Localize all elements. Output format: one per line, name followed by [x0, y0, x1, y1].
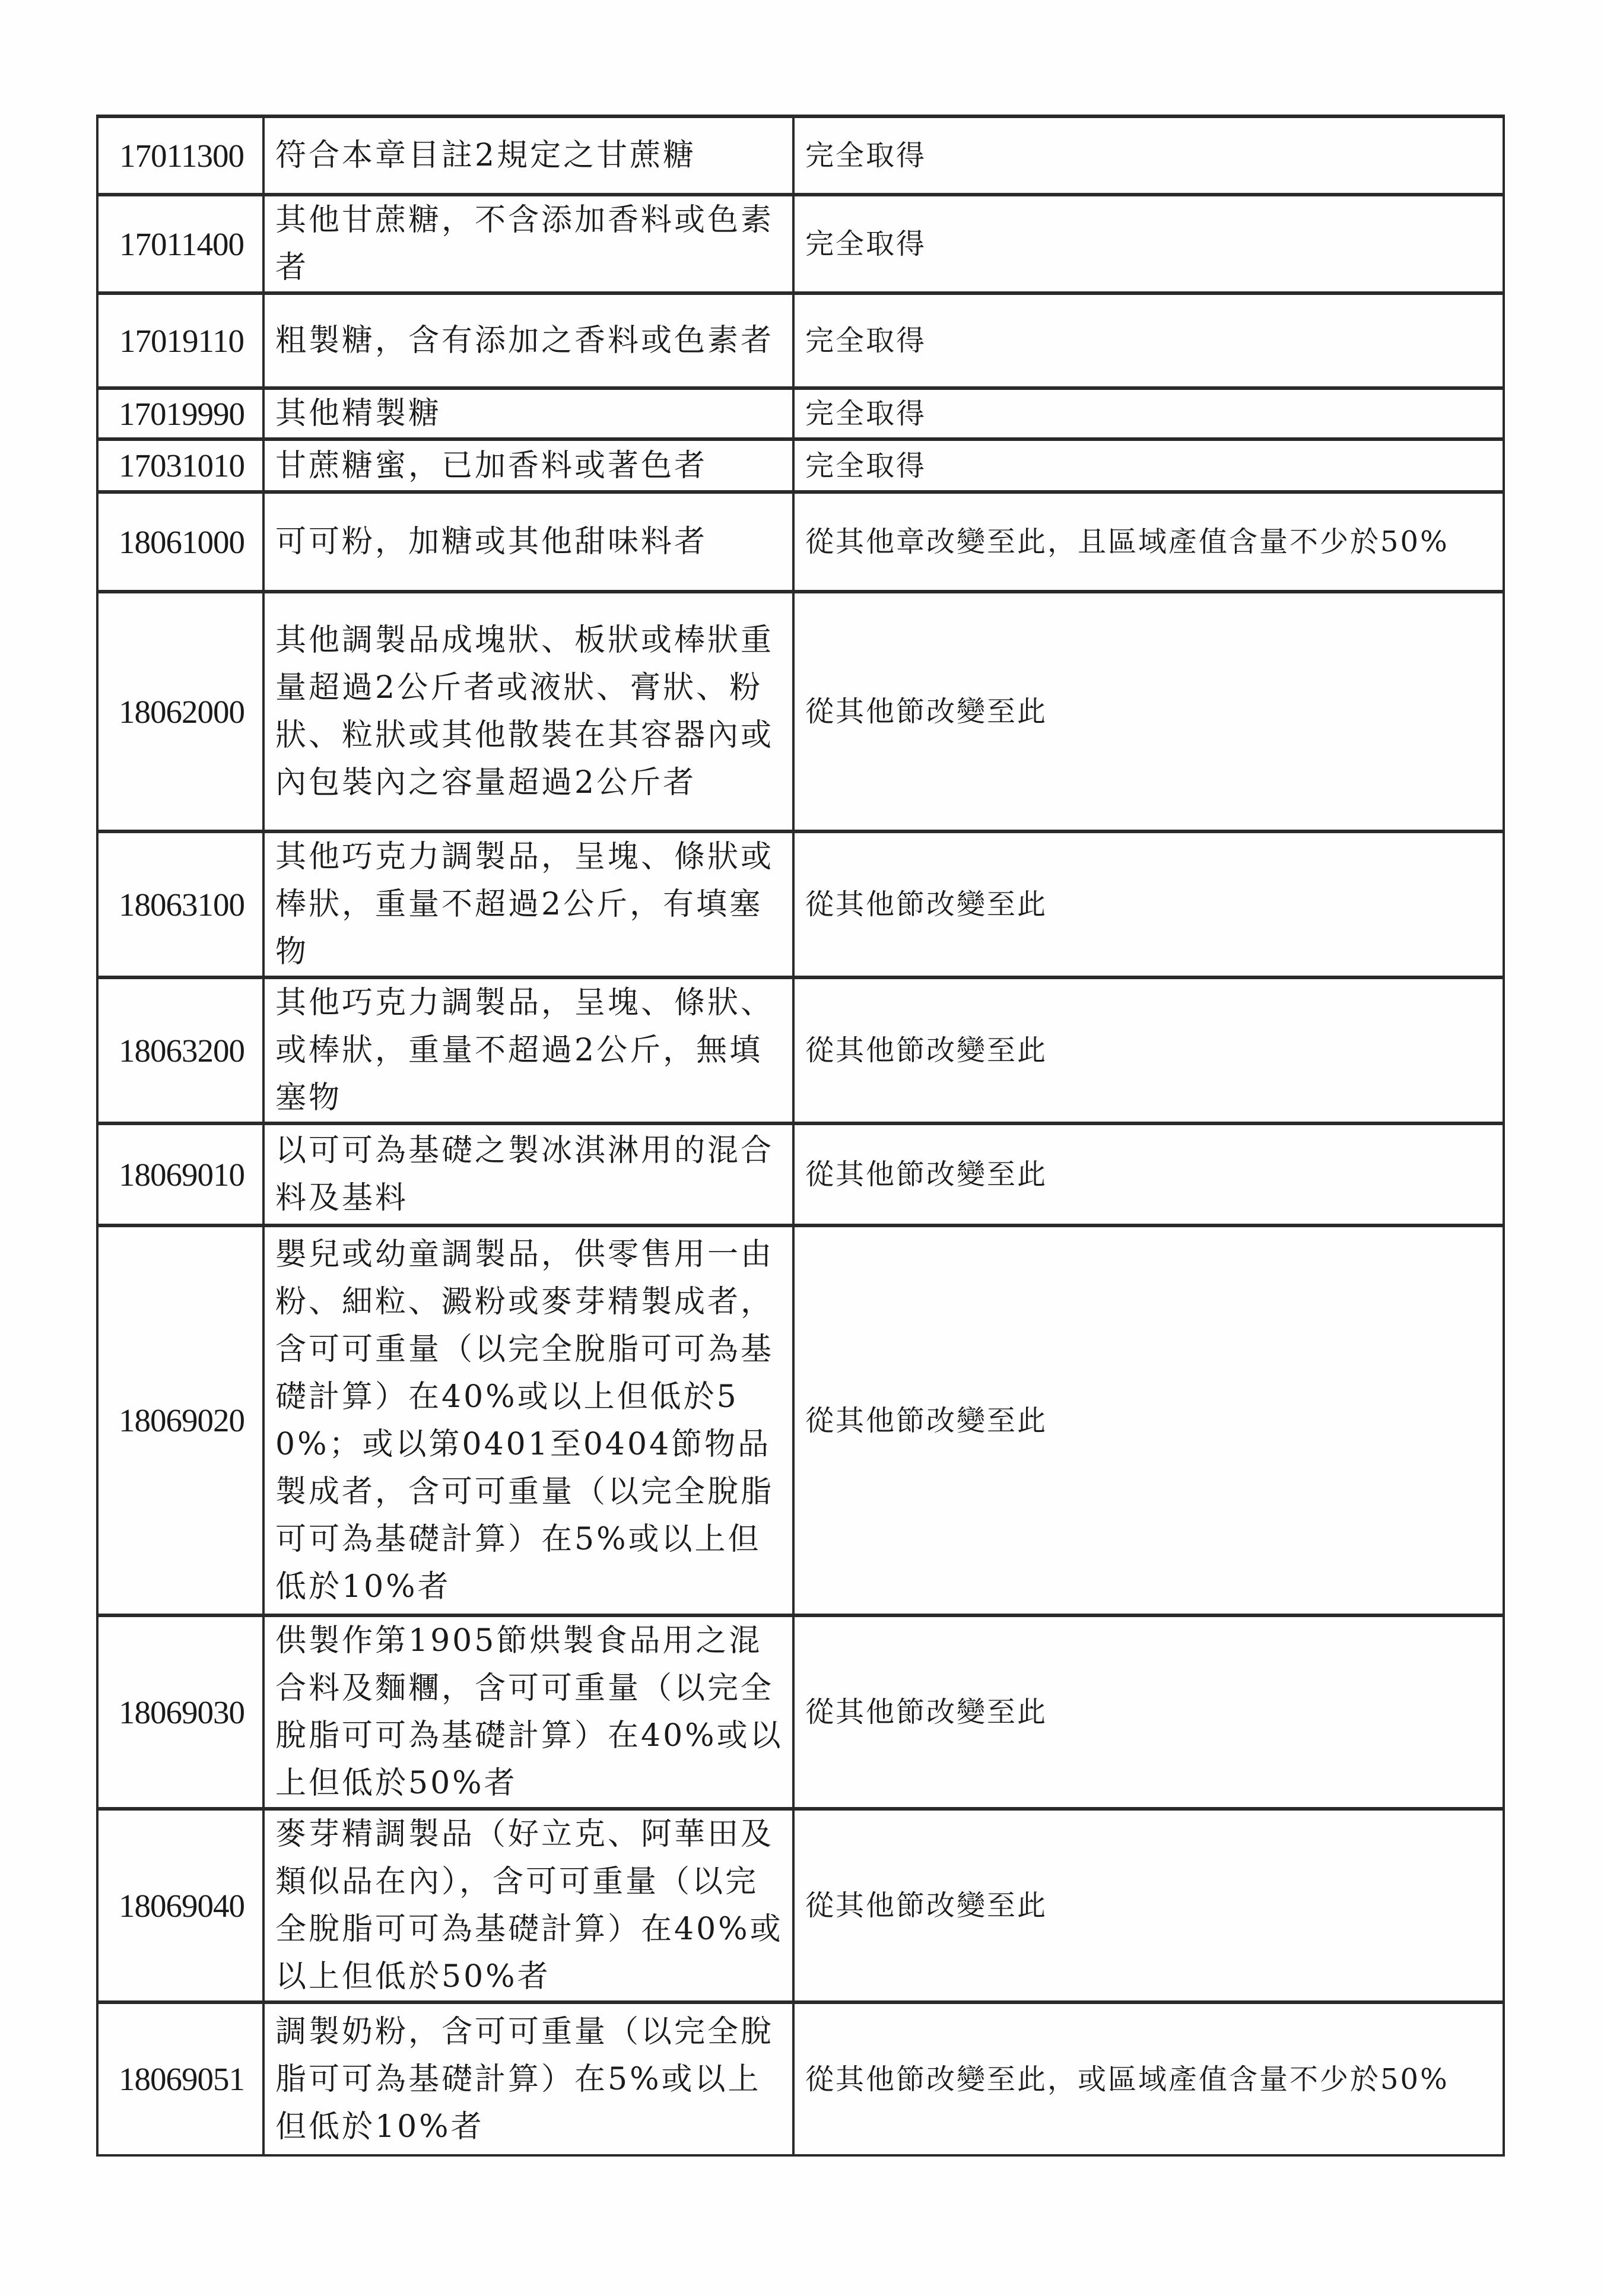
tariff-code: 18062000: [97, 592, 263, 831]
product-description: 其他精製糖: [263, 388, 793, 439]
tariff-code: 18069040: [97, 1809, 263, 2002]
table-row: [97, 1225, 1504, 1615]
product-description: 嬰兒或幼童調製品，供零售用一由粉、細粒、澱粉或麥芽精製成者，含可可重量（以完全脫脂可可為基礎計算）在40%或以上但低於50%；或以第0401至0404節物品製成者，含可可重量（以完全脫脂可可為基礎計算）在5%或以上但低於10%者: [263, 1225, 793, 1615]
product-description: 供製作第1905節烘製食品用之混合料及麵糰，含可可重量（以完全脫脂可可為基礎計算）在40%或以上但低於50%者: [263, 1615, 793, 1809]
tariff-code: 18069030: [97, 1615, 263, 1809]
table-row: [97, 831, 1504, 977]
table-row: [97, 592, 1504, 831]
product-description: 麥芽精調製品（好立克、阿華田及類似品在內），含可可重量（以完全脫脂可可為基礎計算）在40%或以上但低於50%者: [263, 1809, 793, 2002]
tariff-code: 18061000: [97, 492, 263, 592]
origin-rule: 從其他節改變至此: [793, 1615, 1504, 1809]
table-row: [97, 195, 1504, 293]
product-description: 調製奶粉，含可可重量（以完全脫脂可可為基礎計算）在5%或以上但低於10%者: [263, 2002, 793, 2155]
tariff-code: 17011400: [97, 195, 263, 293]
tariff-code: 18069051: [97, 2002, 263, 2155]
tariff-code: 17019110: [97, 293, 263, 388]
origin-rule: 從其他節改變至此: [793, 1809, 1504, 2002]
table-row: [97, 492, 1504, 592]
origin-rule: 從其他節改變至此: [793, 1123, 1504, 1225]
table-row: [97, 977, 1504, 1123]
product-description: 粗製糖，含有添加之香料或色素者: [263, 293, 793, 388]
origin-rule: 完全取得: [793, 195, 1504, 293]
product-description: 符合本章目註2規定之甘蔗糖: [263, 116, 793, 195]
tariff-code: 18063100: [97, 831, 263, 977]
origin-rule: 從其他節改變至此，或區域產值含量不少於50%: [793, 2002, 1504, 2155]
table-row: [97, 439, 1504, 492]
product-description: 以可可為基礎之製冰淇淋用的混合料及基料: [263, 1123, 793, 1225]
table-row: [97, 293, 1504, 388]
origin-rule: 從其他節改變至此: [793, 831, 1504, 977]
tariff-code: 17031010: [97, 439, 263, 492]
origin-rule: 完全取得: [793, 388, 1504, 439]
origin-rule: 完全取得: [793, 439, 1504, 492]
table-row: [97, 1809, 1504, 2002]
table-row: [97, 2002, 1504, 2155]
tariff-code: 17019990: [97, 388, 263, 439]
origin-rule: 從其他節改變至此: [793, 1225, 1504, 1615]
table-row: [97, 1123, 1504, 1225]
origin-rule: 完全取得: [793, 293, 1504, 388]
table-row: [97, 1615, 1504, 1809]
product-description: 可可粉，加糖或其他甜味料者: [263, 492, 793, 592]
origin-rule: 從其他節改變至此: [793, 592, 1504, 831]
origin-rule: 完全取得: [793, 116, 1504, 195]
table-row: [97, 388, 1504, 439]
tariff-code: 17011300: [97, 116, 263, 195]
product-description: 甘蔗糖蜜，已加香料或著色者: [263, 439, 793, 492]
product-description: 其他甘蔗糖，不含添加香料或色素者: [263, 195, 793, 293]
product-description: 其他調製品成塊狀、板狀或棒狀重量超過2公斤者或液狀、膏狀、粉狀、粒狀或其他散裝在其容器內或內包裝內之容量超過2公斤者: [263, 592, 793, 831]
rules-of-origin-table: [96, 115, 1505, 2157]
tariff-code: 18063200: [97, 977, 263, 1123]
origin-rule: 從其他節改變至此: [793, 977, 1504, 1123]
tariff-code: 18069020: [97, 1225, 263, 1615]
product-description: 其他巧克力調製品，呈塊、條狀或棒狀，重量不超過2公斤，有填塞物: [263, 831, 793, 977]
product-description: 其他巧克力調製品，呈塊、條狀、或棒狀，重量不超過2公斤，無填塞物: [263, 977, 793, 1123]
tariff-code: 18069010: [97, 1123, 263, 1225]
origin-rule: 從其他章改變至此，且區域產值含量不少於50%: [793, 492, 1504, 592]
table-row: [97, 116, 1504, 195]
